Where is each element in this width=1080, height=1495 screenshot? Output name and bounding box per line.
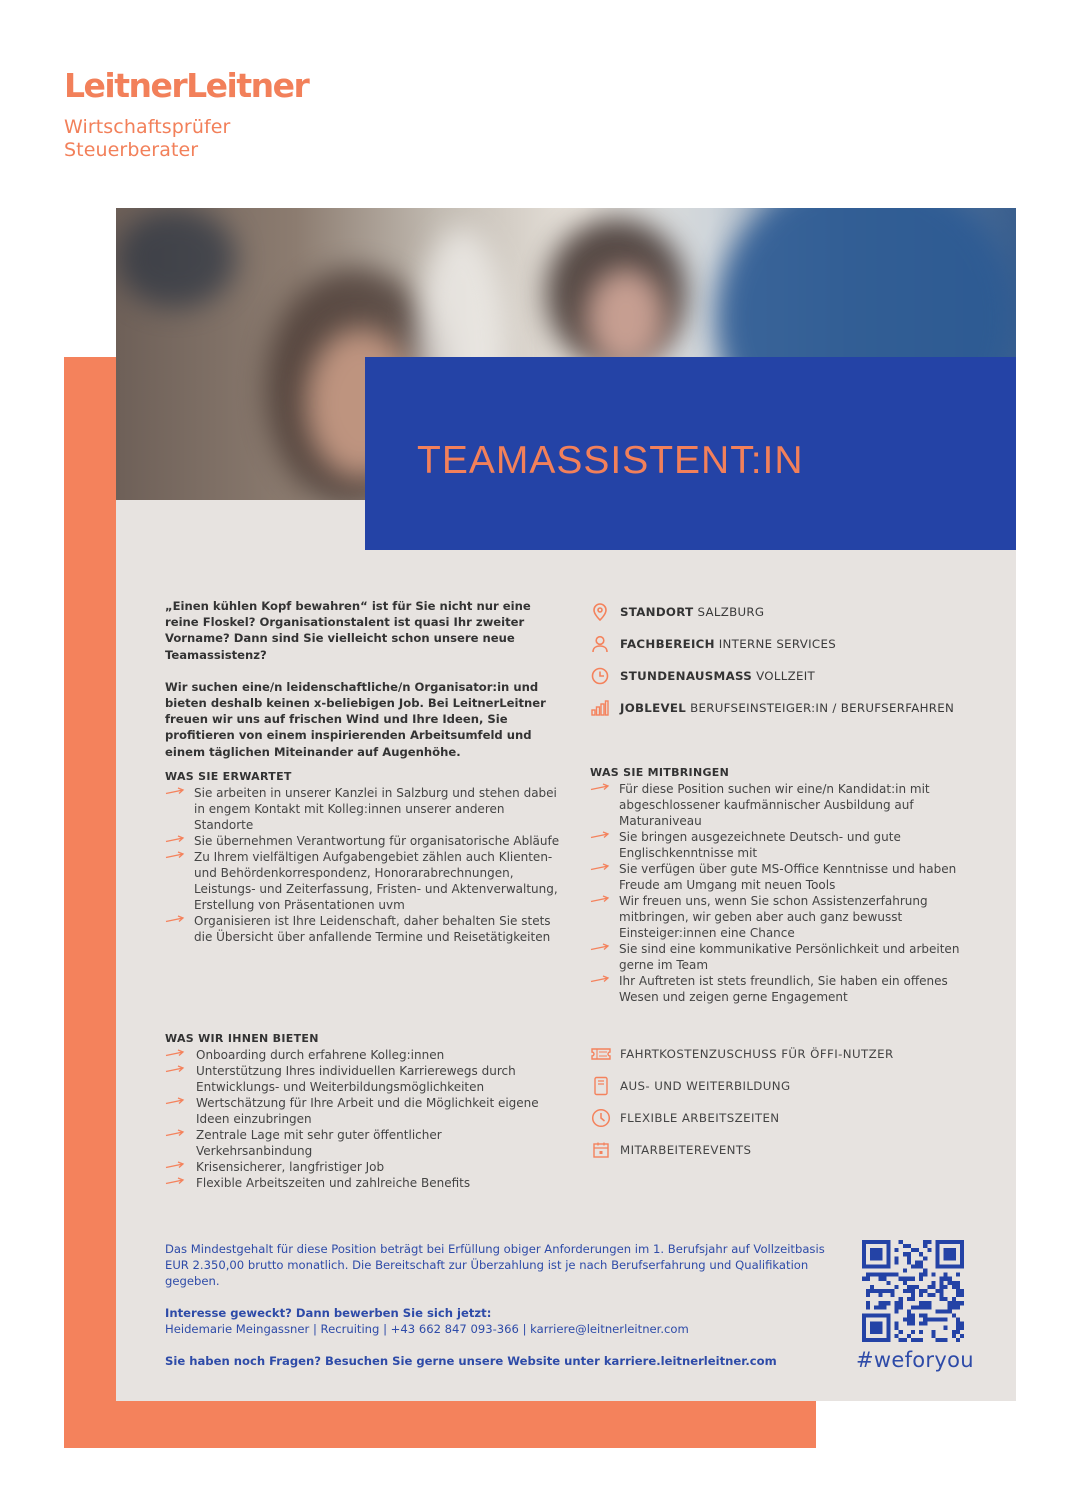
arrow-icon bbox=[165, 1065, 185, 1075]
expectations-list bbox=[165, 785, 560, 945]
job-title: TEAMASSISTENT:IN bbox=[417, 439, 804, 482]
intro-paragraph-1: „Einen kühlen Kopf bewahren“ ist für Sie nicht nur eine reine Floskel? Organisationstalent ist quasi Ihr zweiter Vorname? Dann sind Sie vielleicht schon unsere neue Teamassistenz? bbox=[165, 599, 531, 662]
ticket-icon bbox=[590, 1043, 612, 1065]
title-box bbox=[365, 357, 1016, 550]
logo-line-1: Wirtschaftsprüfer bbox=[64, 116, 231, 138]
meta-value: INTERNE SERVICES bbox=[718, 637, 836, 651]
arrow-icon bbox=[590, 783, 610, 793]
meta-value: BERUFSEINSTEIGER:IN / BERUFSERFAHREN bbox=[690, 701, 955, 715]
contact-line[interactable]: Heidemarie Meingassner | Recruiting | +43 662 847 093-366 | karriere@leitnerleitner.com bbox=[165, 1322, 689, 1336]
arrow-icon bbox=[590, 975, 610, 985]
footer-info bbox=[165, 1241, 825, 1369]
offer-list bbox=[165, 1047, 560, 1191]
benefit-item bbox=[590, 1070, 990, 1102]
arrow-icon bbox=[165, 787, 185, 797]
location-pin-icon bbox=[590, 602, 610, 622]
arrow-icon bbox=[165, 1129, 185, 1139]
meta-value: VOLLZEIT bbox=[756, 669, 816, 683]
company-logo bbox=[64, 66, 308, 162]
benefit-item bbox=[590, 1134, 990, 1166]
logo-brand: LeitnerLeitner bbox=[64, 66, 309, 105]
arrow-icon bbox=[590, 863, 610, 873]
meta-label: STANDORT bbox=[620, 605, 694, 619]
list-item: Sie arbeiten in unserer Kanzlei in Salzburg und stehen dabei in engem Kontakt mit Kolleg:innen unserer anderen Standorte bbox=[165, 785, 560, 833]
list-item: Zentrale Lage mit sehr guter öffentlicher Verkehrsanbindung bbox=[165, 1127, 560, 1159]
list-item: Krisensicherer, langfristiger Job bbox=[165, 1159, 560, 1175]
benefit-label: MITARBEITEREVENTS bbox=[620, 1143, 752, 1157]
list-item: Flexible Arbeitszeiten und zahlreiche Benefits bbox=[165, 1175, 560, 1191]
meta-joblevel bbox=[590, 692, 990, 724]
meta-hours bbox=[590, 660, 990, 692]
benefit-label: AUS- UND WEITERBILDUNG bbox=[620, 1079, 791, 1093]
meta-label: JOBLEVEL bbox=[620, 701, 687, 715]
list-item: Sie übernehmen Verantwortung für organisatorische Abläufe bbox=[165, 833, 560, 849]
arrow-icon bbox=[165, 835, 185, 845]
arrow-icon bbox=[165, 851, 185, 861]
requirements-list bbox=[590, 781, 965, 1005]
clock-icon bbox=[590, 666, 610, 686]
meta-location bbox=[590, 596, 990, 628]
list-item: Zu Ihrem vielfältigen Aufgabengebiet zählen auch Klienten- und Behördenkorrespondenz, Honorarabrechnungen, Leistungs- und Zeiterfassung, Fristen- und Aktenverwaltung, Erstellung von Präsentationen uvm bbox=[165, 849, 560, 913]
bar-chart-icon bbox=[590, 698, 610, 718]
meta-label: STUNDENAUSMASS bbox=[620, 669, 753, 683]
list-item: Sie verfügen über gute MS-Office Kenntnisse und haben Freude am Umgang mit neuen Tools bbox=[590, 861, 965, 893]
book-icon bbox=[590, 1075, 612, 1097]
section-title: WAS SIE MITBRINGEN bbox=[590, 766, 730, 779]
list-item: Organisieren ist Ihre Leidenschaft, daher behalten Sie stets die Übersicht über anfallende Termine und Reisetätigkeiten bbox=[165, 913, 560, 945]
calendar-icon bbox=[590, 1139, 612, 1161]
person-icon bbox=[590, 634, 610, 654]
arrow-icon bbox=[165, 1177, 185, 1187]
arrow-icon bbox=[165, 915, 185, 925]
list-item: Wir freuen uns, wenn Sie schon Assistenzerfahrung mitbringen, wir geben aber auch ganz bewusst Einsteiger:innen eine Chance bbox=[590, 893, 965, 941]
benefit-label: FLEXIBLE ARBEITSZEITEN bbox=[620, 1111, 780, 1125]
benefits-list bbox=[590, 1038, 990, 1166]
section-requirements bbox=[590, 766, 965, 1005]
qr-code-icon[interactable] bbox=[862, 1240, 964, 1342]
arrow-icon bbox=[590, 831, 610, 841]
list-item: Ihr Auftreten ist stets freundlich, Sie haben ein offenes Wesen und zeigen gerne Engagement bbox=[590, 973, 965, 1005]
section-expectations bbox=[165, 770, 560, 945]
section-offer bbox=[165, 1032, 560, 1191]
meta-value: SALZBURG bbox=[697, 605, 765, 619]
intro-text bbox=[165, 598, 560, 760]
meta-department bbox=[590, 628, 990, 660]
job-meta bbox=[590, 596, 990, 724]
benefit-item bbox=[590, 1038, 990, 1070]
list-item: Sie bringen ausgezeichnete Deutsch- und gute Englischkenntnisse mit bbox=[590, 829, 965, 861]
logo-line-2: Steuerberater bbox=[64, 139, 199, 161]
salary-text: Das Mindestgehalt für diese Position beträgt bei Erfüllung obiger Anforderungen im 1. Berufsjahr auf Vollzeitbasis EUR 2.350,00 brutto monatlich. Die Bereitschaft zur Überzahlung ist je nach Berufserfahrung und Qualifikation gegeben. bbox=[165, 1242, 825, 1288]
benefit-item bbox=[590, 1102, 990, 1134]
section-title: WAS SIE ERWARTET bbox=[165, 770, 292, 783]
arrow-icon bbox=[590, 943, 610, 953]
section-title: WAS WIR IHNEN BIETEN bbox=[165, 1032, 319, 1045]
arrow-icon bbox=[590, 895, 610, 905]
clock-icon bbox=[590, 1107, 612, 1129]
interest-heading: Interesse geweckt? Dann bewerben Sie sich jetzt: bbox=[165, 1306, 492, 1320]
list-item: Für diese Position suchen wir eine/n Kandidat:in mit abgeschlossener kaufmännischer Ausbildung auf Maturaniveau bbox=[590, 781, 965, 829]
arrow-icon bbox=[165, 1049, 185, 1059]
hashtag: #weforyou bbox=[856, 1348, 974, 1372]
intro-paragraph-2: Wir suchen eine/n leidenschaftliche/n Organisator:in und bieten deshalb keinen x-beliebigen Job. Bei LeitnerLeitner freuen wir uns auf frischen Wind und Ihre Ideen, Sie profitieren von einem inspirierenden Arbeitsumfeld und einem täglichen Miteinander auf Augenhöhe. bbox=[165, 679, 546, 759]
list-item: Onboarding durch erfahrene Kolleg:innen bbox=[165, 1047, 560, 1063]
benefit-label: FAHRTKOSTENZUSCHUSS FÜR ÖFFI-NUTZER bbox=[620, 1047, 894, 1061]
website-line[interactable]: Sie haben noch Fragen? Besuchen Sie gerne unsere Website unter karriere.leitnerleitner.com bbox=[165, 1354, 777, 1368]
list-item: Sie sind eine kommunikative Persönlichkeit und arbeiten gerne im Team bbox=[590, 941, 965, 973]
meta-label: FACHBEREICH bbox=[620, 637, 715, 651]
list-item: Unterstützung Ihres individuellen Karrierewegs durch Entwicklungs- und Weiterbildungsmöglichkeiten bbox=[165, 1063, 560, 1095]
arrow-icon bbox=[165, 1161, 185, 1171]
arrow-icon bbox=[165, 1097, 185, 1107]
list-item: Wertschätzung für Ihre Arbeit und die Möglichkeit eigene Ideen einzubringen bbox=[165, 1095, 560, 1127]
logo-subtitle bbox=[64, 116, 308, 162]
